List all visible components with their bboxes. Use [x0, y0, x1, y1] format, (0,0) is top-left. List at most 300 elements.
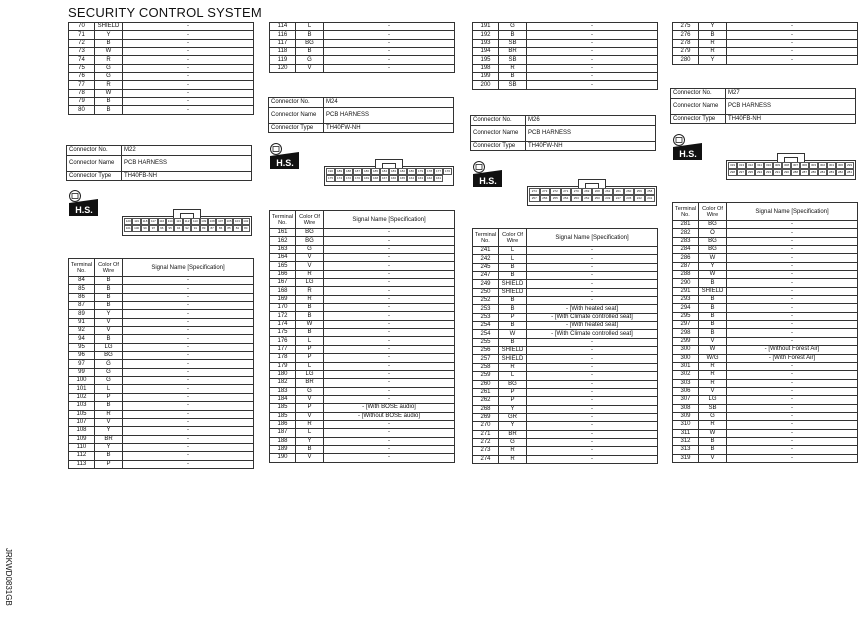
- table-row: [473, 23, 658, 31]
- connector-pin: 252: [582, 195, 593, 202]
- connector-pin: 262: [603, 188, 614, 195]
- terminal-no-cell: 86: [69, 293, 95, 301]
- table-row: [69, 302, 254, 310]
- signal-name-cell: -: [727, 412, 858, 420]
- table-row: [270, 320, 455, 328]
- terminal-table-col2-bottom: [269, 210, 455, 463]
- wire-color-cell: V: [95, 318, 123, 326]
- terminal-no-cell: 291: [673, 287, 699, 295]
- terminal-no-cell: 187: [270, 429, 296, 437]
- signal-name-cell: -: [123, 310, 254, 318]
- signal-name-cell: -: [123, 81, 254, 89]
- signal-name-header: Signal Name [Specification]: [324, 211, 455, 229]
- table-row: [270, 48, 455, 56]
- signal-name-cell: -: [324, 320, 455, 328]
- terminal-no-cell: 180: [270, 370, 296, 378]
- wire-color-cell: V: [296, 64, 324, 72]
- signal-name-cell: -: [527, 56, 658, 64]
- signal-name-cell: -: [727, 48, 858, 56]
- connector-pin: 170: [354, 176, 360, 180]
- wire-color-cell: Y: [95, 443, 123, 451]
- terminal-no-cell: 109: [69, 435, 95, 443]
- terminal-no-header: Terminal No.: [69, 259, 95, 277]
- table-row: [673, 254, 858, 262]
- wire-color-cell: SHIELD: [95, 23, 123, 31]
- terminal-no-cell: 281: [673, 221, 699, 229]
- terminal-no-cell: 280: [673, 56, 699, 64]
- signal-name-cell: -: [324, 262, 455, 270]
- wire-color-cell: Y: [95, 310, 123, 318]
- table-row: [673, 221, 858, 229]
- table-row: [473, 288, 658, 296]
- wire-color-cell: L: [499, 372, 527, 380]
- signal-name-cell: -: [727, 379, 858, 387]
- signal-name-cell: -: [123, 460, 254, 468]
- hs-symbol-icon: [670, 133, 704, 161]
- signal-name-cell: -: [727, 229, 858, 237]
- table-row: [270, 362, 455, 370]
- signal-name-header: Signal Name [Specification]: [123, 259, 254, 277]
- wire-color-cell: R: [499, 363, 527, 371]
- table-row: [270, 304, 455, 312]
- connector-pin: 99: [141, 225, 149, 232]
- connector-pin: 101: [125, 226, 131, 230]
- wire-color-cell: B: [699, 321, 727, 329]
- connector-pin: 89: [200, 225, 208, 232]
- table-row: [473, 255, 658, 263]
- wire-color-cell: Y: [699, 56, 727, 64]
- table-row: [673, 279, 858, 287]
- connector-pin: 250: [592, 195, 603, 202]
- terminal-no-cell: 85: [69, 285, 95, 293]
- connector-face-m26: [527, 186, 657, 206]
- terminal-no-cell: 163: [270, 245, 296, 253]
- table-row: [270, 429, 455, 437]
- connector-pin: 309: [774, 163, 780, 167]
- wire-color-cell: V: [699, 387, 727, 395]
- signal-name-cell: -: [123, 302, 254, 310]
- terminal-no-cell: 91: [69, 318, 95, 326]
- signal-name-cell: -: [727, 321, 858, 329]
- table-row: [473, 39, 658, 47]
- wire-color-cell: B: [699, 329, 727, 337]
- terminal-no-cell: 288: [673, 271, 699, 279]
- table-row: [473, 438, 658, 446]
- table-row: [270, 287, 455, 295]
- connector-no-value: M24: [324, 98, 454, 108]
- table-row: [69, 39, 254, 47]
- connector-type-value: TH40FW-NH: [526, 141, 656, 151]
- terminal-no-cell: 97: [69, 360, 95, 368]
- connector-pin: 270: [571, 188, 582, 195]
- color-of-wire-header: Color Of Wire: [699, 203, 727, 221]
- terminal-no-cell: 253: [473, 313, 499, 321]
- terminal-no-cell: 276: [673, 31, 699, 39]
- terminal-no-cell: 179: [270, 362, 296, 370]
- table-row: [473, 397, 658, 405]
- signal-name-cell: -: [324, 279, 455, 287]
- signal-name-cell: -: [727, 396, 858, 404]
- connector-type-value: TH40FB-NH: [726, 114, 856, 124]
- table-row: [270, 337, 455, 345]
- terminal-no-cell: 74: [69, 56, 95, 64]
- table-row: [673, 31, 858, 39]
- signal-name-cell: -: [324, 429, 455, 437]
- connector-no-value: M27: [726, 89, 856, 99]
- table-row: [673, 396, 858, 404]
- page-title: SECURITY CONTROL SYSTEM: [68, 5, 262, 20]
- connector-pin: 190: [327, 169, 333, 173]
- table-row: [473, 413, 658, 421]
- connector-name-value: PCB HARNESS: [122, 155, 252, 171]
- connector-pin: 162: [426, 176, 432, 180]
- terminal-no-cell: 297: [673, 321, 699, 329]
- signal-name-cell: -: [324, 337, 455, 345]
- signal-name-cell: -: [324, 387, 455, 395]
- table-row: [673, 387, 858, 395]
- wire-color-cell: B: [699, 312, 727, 320]
- hs-label: H.S.: [479, 176, 497, 186]
- wire-color-cell: B: [296, 304, 324, 312]
- table-row: [270, 404, 455, 412]
- connector-pin: 95: [166, 225, 174, 232]
- signal-name-cell: -: [727, 337, 858, 345]
- connector-pin: 272: [550, 188, 561, 195]
- connector-pin: 269: [582, 188, 593, 195]
- connector-name-label: Connector Name: [671, 98, 726, 114]
- wire-color-cell: B: [699, 304, 727, 312]
- wire-color-cell: SB: [499, 39, 527, 47]
- table-row: [473, 322, 658, 330]
- terminal-no-cell: 76: [69, 73, 95, 81]
- signal-name-cell: -: [324, 245, 455, 253]
- wire-color-cell: R: [499, 447, 527, 455]
- terminal-no-cell: 306: [673, 387, 699, 395]
- connector-info-m27: [670, 88, 856, 124]
- wire-color-cell: V: [699, 454, 727, 462]
- signal-name-cell: - [With BOSE audio]: [324, 404, 455, 412]
- table-row: [673, 312, 858, 320]
- table-row: [69, 277, 254, 285]
- terminal-no-cell: 116: [270, 31, 296, 39]
- signal-name-cell: -: [123, 98, 254, 106]
- connector-pin: 319: [729, 163, 735, 167]
- terminal-no-cell: 79: [69, 98, 95, 106]
- wire-color-cell: B: [699, 437, 727, 445]
- wire-color-cell: BG: [95, 352, 123, 360]
- table-row: [270, 254, 455, 262]
- wire-color-cell: B: [499, 272, 527, 280]
- connector-pin: 185: [372, 169, 378, 173]
- wire-color-cell: BG: [296, 39, 324, 47]
- wire-color-cell: BG: [699, 246, 727, 254]
- connector-pin: 175: [327, 176, 333, 180]
- connector-pin: 102: [243, 219, 249, 223]
- wire-color-cell: L: [296, 337, 324, 345]
- table-row: [473, 372, 658, 380]
- connector-pin: 176: [444, 169, 450, 173]
- signal-name-cell: - [With Climate controlled seat]: [527, 330, 658, 338]
- signal-name-cell: -: [727, 312, 858, 320]
- connector-pin: 92: [183, 225, 191, 232]
- signal-name-cell: - [Without BOSE audio]: [324, 412, 455, 420]
- terminal-no-cell: 89: [69, 310, 95, 318]
- connector-face-m22: [122, 216, 252, 236]
- connector-pin: 313: [738, 163, 744, 167]
- table-row: [270, 270, 455, 278]
- wire-color-cell: B: [296, 312, 324, 320]
- table-row: [270, 329, 455, 337]
- table-row: [69, 402, 254, 410]
- terminal-no-cell: 308: [673, 404, 699, 412]
- terminal-no-cell: 260: [473, 380, 499, 388]
- wire-color-cell: W: [699, 254, 727, 262]
- connector-pin: 307: [792, 163, 798, 167]
- terminal-no-cell: 169: [270, 295, 296, 303]
- terminal-no-cell: 176: [270, 337, 296, 345]
- wire-color-cell: BR: [499, 48, 527, 56]
- terminal-no-cell: 120: [270, 64, 296, 72]
- wire-color-cell: P: [95, 393, 123, 401]
- table-row: [473, 330, 658, 338]
- connector-pin: 255: [550, 195, 561, 202]
- terminal-no-cell: 186: [270, 420, 296, 428]
- wire-color-cell: R: [699, 362, 727, 370]
- signal-name-cell: -: [527, 64, 658, 72]
- wire-color-cell: Y: [499, 422, 527, 430]
- terminal-no-cell: 302: [673, 371, 699, 379]
- terminal-no-cell: 92: [69, 327, 95, 335]
- table-row: [270, 445, 455, 453]
- table-row: [473, 272, 658, 280]
- wire-color-cell: SHIELD: [499, 280, 527, 288]
- connector-pin: 168: [372, 176, 378, 180]
- wire-color-cell: BG: [699, 237, 727, 245]
- connector-pin: 87: [208, 225, 216, 232]
- connector-pin: 306: [801, 163, 807, 167]
- wire-color-cell: B: [296, 445, 324, 453]
- terminal-no-cell: 250: [473, 288, 499, 296]
- terminal-no-cell: 183: [270, 387, 296, 395]
- wire-color-cell: B: [296, 48, 324, 56]
- table-row: [69, 343, 254, 351]
- terminal-table-col3-top: [472, 22, 658, 90]
- connector-pin: 187: [354, 169, 360, 173]
- table-row: [473, 380, 658, 388]
- connector-pin: 256: [540, 195, 551, 202]
- terminal-no-cell: 184: [270, 395, 296, 403]
- terminal-no-cell: 275: [673, 23, 699, 31]
- terminal-no-cell: 192: [473, 31, 499, 39]
- connector-pin: 94: [174, 225, 182, 232]
- terminal-no-cell: 294: [673, 304, 699, 312]
- terminal-no-cell: 107: [69, 418, 95, 426]
- wire-color-cell: G: [296, 56, 324, 64]
- signal-name-cell: -: [123, 352, 254, 360]
- terminal-no-cell: 282: [673, 229, 699, 237]
- terminal-no-cell: 177: [270, 345, 296, 353]
- table-row: [473, 363, 658, 371]
- terminal-no-cell: 73: [69, 48, 95, 56]
- table-row: [270, 295, 455, 303]
- terminal-no-cell: 114: [270, 23, 296, 31]
- terminal-no-cell: 271: [473, 430, 499, 438]
- table-row: [69, 377, 254, 385]
- signal-name-cell: -: [727, 304, 858, 312]
- terminal-no-cell: 188: [270, 437, 296, 445]
- signal-name-cell: -: [123, 343, 254, 351]
- connector-pin: 258: [645, 188, 656, 195]
- terminal-no-cell: 242: [473, 255, 499, 263]
- terminal-no-cell: 174: [270, 320, 296, 328]
- signal-name-cell: -: [527, 413, 658, 421]
- signal-name-cell: -: [123, 73, 254, 81]
- wire-color-cell: R: [95, 56, 123, 64]
- table-row: [673, 404, 858, 412]
- connector-no-label: Connector No.: [269, 98, 324, 108]
- signal-name-cell: - [With heated seat]: [527, 305, 658, 313]
- signal-name-cell: -: [527, 81, 658, 89]
- wire-color-cell: B: [499, 305, 527, 313]
- table-row: [473, 447, 658, 455]
- table-row: [473, 430, 658, 438]
- terminal-no-cell: 72: [69, 39, 95, 47]
- connector-face-m27: [726, 160, 856, 180]
- connector-info-m24: [268, 97, 454, 133]
- terminal-no-cell: 168: [270, 287, 296, 295]
- wire-color-cell: G: [296, 245, 324, 253]
- connector-pin: 177: [435, 169, 441, 173]
- connector-pin: 84: [233, 225, 241, 232]
- table-row: [673, 287, 858, 295]
- table-row: [69, 31, 254, 39]
- terminal-no-cell: 286: [673, 254, 699, 262]
- table-row: [69, 435, 254, 443]
- wire-color-cell: W: [296, 320, 324, 328]
- terminal-no-cell: 268: [473, 405, 499, 413]
- connector-type-label: Connector Type: [67, 171, 122, 181]
- signal-name-cell: -: [123, 39, 254, 47]
- signal-name-cell: -: [123, 318, 254, 326]
- signal-name-cell: -: [123, 56, 254, 64]
- connector-pin: 311: [755, 162, 764, 169]
- connector-pin: 119: [134, 219, 139, 223]
- table-row: [473, 31, 658, 39]
- wire-color-cell: BR: [499, 430, 527, 438]
- wire-color-cell: Y: [95, 31, 123, 39]
- terminal-no-cell: 255: [473, 338, 499, 346]
- wire-color-cell: R: [499, 64, 527, 72]
- signal-name-cell: -: [324, 56, 455, 64]
- terminal-no-cell: 249: [473, 280, 499, 288]
- connector-pin: 120: [125, 219, 131, 223]
- connector-no-label: Connector No.: [471, 116, 526, 126]
- terminal-no-cell: 87: [69, 302, 95, 310]
- signal-name-cell: -: [727, 246, 858, 254]
- terminal-no-cell: 270: [473, 422, 499, 430]
- table-row: [473, 64, 658, 72]
- signal-name-cell: -: [527, 405, 658, 413]
- hs-symbol-icon: [470, 160, 504, 188]
- table-row: [673, 429, 858, 437]
- connector-pin: 308: [783, 163, 789, 167]
- table-row: [69, 98, 254, 106]
- wire-color-cell: V: [296, 395, 324, 403]
- table-row: [473, 280, 658, 288]
- wire-color-cell: L: [95, 385, 123, 393]
- table-row: [673, 329, 858, 337]
- terminal-no-cell: 300: [673, 346, 699, 354]
- wire-color-cell: BR: [95, 435, 123, 443]
- terminal-no-cell: 245: [473, 263, 499, 271]
- connector-pin: 312: [747, 163, 753, 167]
- signal-name-cell: -: [123, 48, 254, 56]
- color-of-wire-header: Color Of Wire: [499, 229, 527, 247]
- terminal-no-cell: 189: [270, 445, 296, 453]
- table-row: [270, 454, 455, 462]
- wire-color-cell: BG: [699, 221, 727, 229]
- wire-color-cell: R: [699, 371, 727, 379]
- signal-name-cell: -: [324, 362, 455, 370]
- connector-pin: 161: [435, 176, 441, 180]
- table-row: [673, 362, 858, 370]
- wire-color-cell: L: [296, 429, 324, 437]
- wire-color-cell: B: [499, 31, 527, 39]
- signal-name-cell: - [Without Forest Air]: [727, 346, 858, 354]
- connector-name-value: PCB HARNESS: [324, 107, 454, 123]
- table-row: [270, 395, 455, 403]
- wire-color-cell: L: [296, 23, 324, 31]
- table-row: [673, 39, 858, 47]
- wire-color-cell: BG: [296, 229, 324, 237]
- hs-symbol-icon: [267, 142, 301, 170]
- terminal-no-cell: 254: [473, 330, 499, 338]
- connector-pin: 189: [336, 169, 342, 173]
- terminal-no-cell: 75: [69, 64, 95, 72]
- table-row: [69, 318, 254, 326]
- wire-color-cell: R: [95, 410, 123, 418]
- wire-color-cell: G: [95, 73, 123, 81]
- wire-color-cell: P: [499, 388, 527, 396]
- table-row: [69, 460, 254, 468]
- signal-name-cell: -: [527, 247, 658, 255]
- table-row: [473, 347, 658, 355]
- signal-name-cell: -: [727, 56, 858, 64]
- signal-name-cell: -: [727, 421, 858, 429]
- table-row: [270, 56, 455, 64]
- wire-color-cell: W: [699, 346, 727, 354]
- connector-pin: 112: [184, 219, 190, 223]
- terminal-no-cell: 164: [270, 254, 296, 262]
- signal-name-cell: -: [324, 345, 455, 353]
- connector-pin: 286: [810, 170, 816, 174]
- signal-name-cell: -: [123, 393, 254, 401]
- terminal-table-col3-bottom: [472, 228, 658, 464]
- wire-color-cell: B: [699, 31, 727, 39]
- table-row: [69, 443, 254, 451]
- wire-color-cell: B: [499, 322, 527, 330]
- signal-name-cell: -: [123, 402, 254, 410]
- signal-name-cell: -: [123, 293, 254, 301]
- table-row: [69, 360, 254, 368]
- color-of-wire-header: Color Of Wire: [296, 211, 324, 229]
- terminal-no-cell: 95: [69, 343, 95, 351]
- signal-name-cell: -: [123, 106, 254, 114]
- terminal-no-cell: 185: [270, 412, 296, 420]
- terminal-no-cell: 253: [473, 305, 499, 313]
- wire-color-cell: V: [699, 337, 727, 345]
- connector-pin: 85: [225, 225, 233, 232]
